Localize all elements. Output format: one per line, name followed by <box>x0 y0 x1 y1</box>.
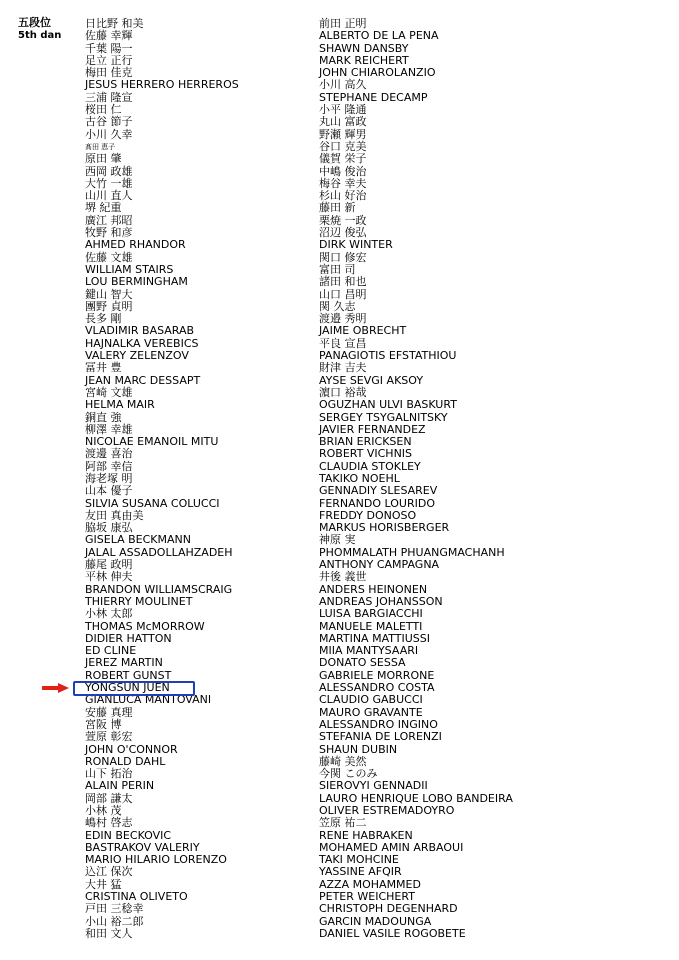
name-entry: 関口 修宏 <box>319 250 367 264</box>
name-entry: 平林 伸夫 <box>85 570 133 584</box>
name-entry: RONALD DAHL <box>85 754 166 768</box>
name-entry: DONATO SESSA <box>319 656 406 670</box>
name-entry: MANUELE MALETTI <box>319 619 423 633</box>
name-entry: 財津 吉夫 <box>319 361 367 375</box>
name-entry: 原田 肇 <box>85 152 122 166</box>
name-entry: OLIVER ESTREMADOYRO <box>319 804 455 817</box>
name-entry: YONGSUN JUEN <box>85 681 170 695</box>
name-entry: 渡邊 喜治 <box>85 447 133 461</box>
name-entry: 萱原 彰宏 <box>85 730 133 744</box>
name-entry: 堺 紀重 <box>85 201 122 215</box>
highlight-box <box>73 681 195 696</box>
name-entry: AHMED RHANDOR <box>85 238 186 252</box>
name-entry: SIEROVYI GENNADII <box>319 779 428 793</box>
name-entry: 諸田 和也 <box>319 275 367 289</box>
name-entry: ALAIN PERIN <box>85 779 155 793</box>
name-entry: 杉山 好治 <box>319 189 367 203</box>
name-entry: PANAGIOTIS EFSTATHIOU <box>319 349 457 363</box>
name-entry: 三浦 隆宣 <box>85 90 133 104</box>
name-entry: YASSINE AFQIR <box>319 865 402 879</box>
name-entry: LUISA BARGIACCHI <box>319 607 423 621</box>
name-entry: 小林 茂 <box>85 804 122 817</box>
name-entry: 富田 司 <box>319 262 356 276</box>
name-entry: 足立 正行 <box>85 53 133 67</box>
name-entry: LAURO HENRIQUE LOBO BANDEIRA <box>319 791 513 805</box>
name-entry: SHAWN DANSBY <box>319 41 409 55</box>
name-entry: THOMAS McMORROW <box>85 619 205 633</box>
name-entry: JAIME OBRECHT <box>319 324 407 338</box>
name-entry: ROBERT GUNST <box>85 668 172 682</box>
name-entry: 藤崎 美然 <box>319 754 367 768</box>
name-entry: 井後 義世 <box>319 570 367 584</box>
rank-subtitle: 5th dan <box>18 30 62 41</box>
name-entry: CRISTINA OLIVETO <box>85 890 188 904</box>
name-entry: TAKI MOHCINE <box>319 853 399 867</box>
name-entry: 和田 文人 <box>85 926 133 940</box>
name-entry: MARIO HILARIO LORENZO <box>85 853 227 867</box>
name-entry: SERGEY TSYGALNITSKY <box>319 410 448 424</box>
name-entry: 銅直 強 <box>85 410 122 424</box>
name-entry: 西岡 政雄 <box>85 164 133 178</box>
name-entry: 中嶋 俊治 <box>319 164 367 178</box>
name-entry: VALERY ZELENZOV <box>85 349 189 363</box>
name-entry: ROBERT VICHNIS <box>319 447 413 461</box>
name-entry: WILLIAM STAIRS <box>85 262 174 276</box>
name-entry: 野瀬 輝男 <box>319 127 367 141</box>
name-entry: GABRIELE MORRONE <box>319 668 435 682</box>
name-entry: 桜田 仁 <box>85 103 122 117</box>
name-entry: MIIA MANTYSAARI <box>319 644 419 658</box>
name-entry: PHOMMALATH PHUANGMACHANH <box>319 545 505 559</box>
name-entry: CHRISTOPH DEGENHARD <box>319 902 458 916</box>
name-entry: 丸山 富政 <box>319 115 367 129</box>
rank-title: 五段位 <box>18 16 51 29</box>
name-entry: BRIAN ERICKSEN <box>319 435 412 449</box>
name-entry: THIERRY MOULINET <box>85 594 193 608</box>
name-entry: 脇坂 康弘 <box>85 521 133 535</box>
name-entry: 小林 太郎 <box>85 607 133 621</box>
name-entry: ALBERTO DE LA PENA <box>319 29 439 43</box>
name-entry: MARTINA MATTIUSSI <box>319 631 430 645</box>
name-entry: LOU BERMINGHAM <box>85 275 188 289</box>
name-entry: ED CLINE <box>85 644 137 658</box>
name-entry: 廣江 邦昭 <box>85 213 133 227</box>
name-entry: 関 久志 <box>319 299 356 313</box>
name-entry: 小川 高久 <box>319 78 367 92</box>
name-entry: SILVIA SUSANA COLUCCI <box>85 496 220 510</box>
name-entry: CLAUDIA STOKLEY <box>319 459 421 473</box>
name-entry: 鍵山 智大 <box>85 287 133 301</box>
name-entry: 大井 猛 <box>85 877 122 891</box>
name-entry: FREDDY DONOSO <box>319 508 417 522</box>
name-entry: TAKIKO NOEHL <box>319 471 400 485</box>
name-entry: NICOLAE EMANOIL MITU <box>85 435 219 449</box>
name-entry: BRANDON WILLIAMSCRAIG <box>85 582 233 596</box>
name-entry: VLADIMIR BASARAB <box>85 324 195 338</box>
name-entry: 梅谷 幸夫 <box>319 176 367 190</box>
name-entry: GIANLUCA MANTOVANI <box>85 693 212 707</box>
name-entry: HAJNALKA VEREBICS <box>85 336 199 350</box>
name-entry: MAURO GRAVANTE <box>319 705 423 719</box>
name-entry: JOHN CHIAROLANZIO <box>319 66 436 80</box>
name-entry: STEFANIA DE LORENZI <box>319 730 442 744</box>
name-entry: MARKUS HORISBERGER <box>319 521 450 535</box>
name-entry: JESUS HERRERO HERREROS <box>85 78 239 92</box>
name-entry: 岡部 謙太 <box>85 791 133 805</box>
name-entry: 宮崎 文雄 <box>85 385 133 399</box>
name-entry: MOHAMED AMIN ARBAOUI <box>319 840 464 854</box>
name-entry: 山下 拓治 <box>85 767 133 781</box>
name-entry: 髙田 恵子 <box>85 142 116 151</box>
name-entry: 栗焼 一政 <box>319 213 367 227</box>
name-entry: 千葉 陽一 <box>85 41 133 55</box>
name-entry: 海老塚 明 <box>85 471 133 485</box>
name-entry: 神原 実 <box>319 533 356 547</box>
name-entry: 牧野 和彦 <box>85 226 133 240</box>
name-entry: 阿部 幸信 <box>85 459 133 473</box>
left-name-column <box>85 18 239 940</box>
name-entry: 安藤 真理 <box>85 705 133 719</box>
name-entry: STEPHANE DECAMP <box>319 90 428 104</box>
right-name-column <box>319 18 513 940</box>
name-entry: RENE HABRAKEN <box>319 828 413 842</box>
name-entry: AZZA MOHAMMED <box>319 877 421 891</box>
name-entry: ANDREAS JOHANSSON <box>319 594 443 608</box>
name-entry: OGUZHAN ULVI BASKURT <box>319 398 457 412</box>
name-entry: 日比野 和美 <box>85 17 144 30</box>
name-entry: 柳澤 幸雄 <box>85 422 133 436</box>
name-entry: SHAUN DUBIN <box>319 742 398 756</box>
name-entry: 大竹 一雄 <box>85 176 133 190</box>
name-entry: MARK REICHERT <box>319 53 409 67</box>
name-entry: ANTHONY CAMPAGNA <box>319 558 440 572</box>
name-entry: 笠原 祐二 <box>319 816 367 830</box>
name-entry: 戸田 三稔幸 <box>85 902 144 916</box>
name-entry: DIDIER HATTON <box>85 631 172 645</box>
name-entry: 佐藤 幸輝 <box>85 29 133 43</box>
name-entry: 濵口 裕哉 <box>319 385 367 399</box>
name-entry: 嶋村 啓志 <box>85 816 133 830</box>
name-entry: 藤尾 政明 <box>85 558 133 572</box>
name-entry: 古谷 節子 <box>85 115 133 129</box>
name-entry: AYSE SEVGI AKSOY <box>319 373 424 387</box>
name-entry: 冨井 豊 <box>85 361 122 375</box>
name-entry: 平良 宣昌 <box>319 336 367 350</box>
name-entry: 藤田 新 <box>319 201 356 215</box>
name-entry: JEREZ MARTIN <box>85 656 163 670</box>
name-entry: 儀賀 栄子 <box>319 152 367 166</box>
name-entry: 佐藤 文雄 <box>85 250 133 264</box>
name-entry: 山本 優子 <box>85 484 133 498</box>
name-entry: PETER WEICHERT <box>319 890 415 904</box>
name-entry: 山口 昌明 <box>319 287 367 301</box>
name-entry: 團野 貞明 <box>85 299 133 313</box>
name-entry: 渡邉 秀明 <box>319 312 367 326</box>
name-entry: 谷口 克美 <box>319 139 367 153</box>
name-entry: EDIN BECKOVIC <box>85 828 172 842</box>
name-entry: 小川 久幸 <box>85 127 133 141</box>
name-entry: GARCIN MADOUNGA <box>319 914 432 928</box>
name-entry: DIRK WINTER <box>319 238 393 252</box>
name-entry: 前田 正明 <box>319 17 367 30</box>
name-entry: 小平 隆通 <box>319 103 367 117</box>
name-entry: 山川 直人 <box>85 189 133 203</box>
name-entry: CLAUDIO GABUCCI <box>319 693 423 707</box>
name-entry: BASTRAKOV VALERIY <box>85 840 200 854</box>
name-entry: 宮阪 博 <box>85 717 122 731</box>
name-entry: JOHN O'CONNOR <box>85 742 178 756</box>
name-entry: 小山 裕二郎 <box>85 914 144 928</box>
name-entry: 沼辺 俊弘 <box>319 226 367 240</box>
name-entry: 今関 このみ <box>319 767 378 781</box>
name-entry: GENNADIY SLESAREV <box>319 484 438 498</box>
name-entry: FERNANDO LOURIDO <box>319 496 435 510</box>
name-entry: ALESSANDRO INGINO <box>319 717 438 731</box>
name-entry: GISELA BECKMANN <box>85 533 191 547</box>
name-entry: HELMA MAIR <box>85 398 155 412</box>
name-entry: ANDERS HEINONEN <box>319 582 428 596</box>
name-entry: 梅田 佳克 <box>85 66 133 80</box>
name-entry: 込江 保次 <box>85 865 133 879</box>
red-arrow-icon <box>42 683 69 693</box>
name-entry: JEAN MARC DESSAPT <box>85 373 201 387</box>
name-entry: 友田 真由美 <box>85 508 144 522</box>
name-entry: JALAL ASSADOLLAHZADEH <box>85 545 233 559</box>
name-entry: DANIEL VASILE ROGOBETE <box>319 926 466 940</box>
name-entry: ALESSANDRO COSTA <box>319 681 435 695</box>
name-entry: 長多 剛 <box>85 312 122 326</box>
name-entry: JAVIER FERNANDEZ <box>319 422 426 436</box>
